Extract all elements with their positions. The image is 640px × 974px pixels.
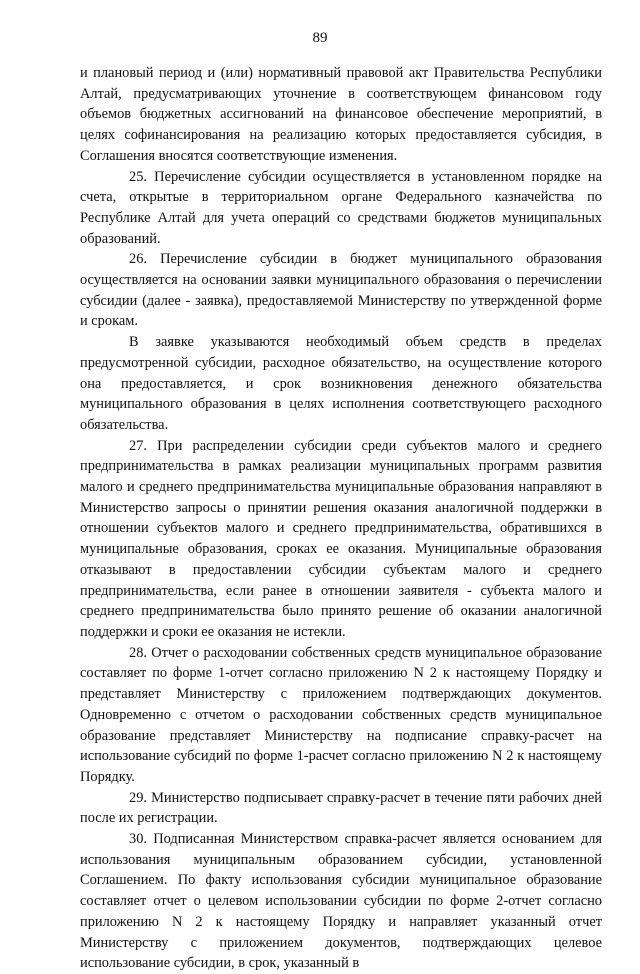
paragraph-27: 27. При распределении субсидии среди субъектов малого и среднего предпринимательства в рамках реализации муниципальных программ развития малого и среднего предпринимательства муниципальные образования направляют в Министерство запросы о принятии решения оказания аналогичной поддержки в отношении субъектов малого и среднего предпринимательства, обратившихся в муниципальные образования, сроках ее оказания. Муниципальные образования отказывают в предоставлении субсидии субъектам малого и среднего предпринимательства, если ранее в отношении заявителя - субъекта малого и среднего предпринимательства было принято решение об оказании аналогичной поддержки и сроки ее оказания не истекли. <box>80 437 602 640</box>
paragraph-26-request: В заявке указываются необходимый объем средств в пределах предусмотренной субсидии, расходное обязательство, на осуществление которого она предоставляется, и срок возникновения денежного обязательства муниципального образования в целях исполнения соответствующего расходного обязательства. <box>80 334 602 433</box>
paragraph-28: 28. Отчет о расходовании собственных средств муниципальное образование составляет по форме 1-отчет согласно приложению N 2 к настоящему Порядку и представляет Министерству с приложением подтверждающих документов. Одновременно с отчетом о расходовании собственных средств муниципальное образование представляет Министерству на подписание справку-расчет на использование субсидий по форме 1-расчет согласно приложению N 2 к настоящему Порядку. <box>80 644 602 785</box>
paragraph-25: 25. Перечисление субсидии осуществляется в установленном порядке на счета, открытые в территориальном органе Федерального казначейства по Республике Алтай для учета операций со средствами бюджетов муниципальных образований. <box>80 168 602 247</box>
paragraph-30: 30. Подписанная Министерством справка-расчет является основанием для использования муниципальным образованием субсидии, установленной Соглашением. По факту использования субсидии муниципальное образование составляет отчет о целевом использовании субсидии по форме 2-отчет согласно приложению N 2 к настоящему Порядку и направляет указанный отчет Министерству с приложением документов, подтверждающих целевое использование субсидии, в срок, указанный в <box>80 831 602 972</box>
paragraph-26: 26. Перечисление субсидии в бюджет муниципального образования осуществляется на основании заявки муниципального образования о перечислении субсидии (далее - заявка), предоставляемой Министерству по утвержденной форме и срокам. <box>80 251 602 330</box>
paragraph-29: 29. Министерство подписывает справку-расчет в течение пяти рабочих дней после их регистрации. <box>80 789 602 827</box>
paragraph-continuation: и плановый период и (или) нормативный правовой акт Правительства Республики Алтай, предусматривающих уточнение в соответствующем финансовом году объемов бюджетных ассигнований на финансовое обеспечение мероприятий, в целях софинансирования на реализацию которых предоставляется субсидия, в Соглашения вносятся соответствующие изменения. <box>80 65 602 164</box>
page-number: 89 <box>312 30 328 46</box>
document-body <box>80 63 602 974</box>
